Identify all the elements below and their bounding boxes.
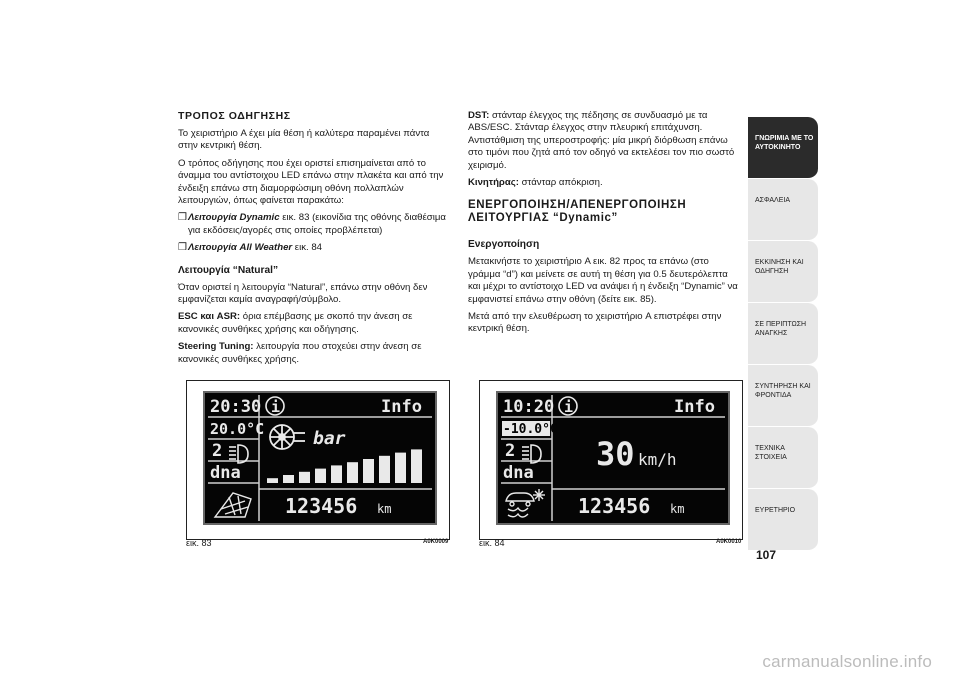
bullet-label: Λειτουργία All Weather — [188, 242, 293, 254]
gear-readout: 2 — [212, 441, 223, 461]
boost-bar-graph — [267, 449, 422, 483]
dst-label: DST: — [468, 110, 490, 121]
boost-bar — [395, 453, 406, 483]
svg-text:i: i — [564, 398, 574, 416]
figure-83-code: A0K0009 — [423, 539, 449, 545]
intro-paragraph: Το χειριστήριο A έχει μία θέση ή καλύτερα παραμένει πάντα στην κεντρική θέση. — [178, 128, 430, 152]
sidebar-tab-technical-data[interactable] — [748, 427, 818, 489]
steering-label: Steering Tuning: — [178, 341, 254, 353]
dst-text: στάνταρ έλεγχος της πέδησης σε συνδυασμό με τα ABS/ESC. Στάνταρ έλεγχος στην πλευρική επιτάχυνση. Αντιστάθμιση της υπεροστροφής: μία μικρή διόρθωση επάνω στο τιμόνι που ζητά από τον οδηγό να εκτελέσει τον πιο σωστό χειρισμό. — [468, 110, 735, 171]
engine-paragraph — [468, 177, 738, 189]
display-svg — [498, 393, 728, 523]
activation-paragraph-2: Μετά από την ελευθέρωση το χειριστήριο A επιστρέφει στην κεντρική θέση. — [468, 311, 722, 335]
esc-paragraph — [178, 311, 448, 336]
esc-text: όρια επέμβασης με σκοπό την άνεση σε κανονικές συνθήκες χρήσης και οδήγησης. — [178, 311, 413, 335]
temperature-readout: 20.0°C — [210, 420, 265, 438]
sidebar-tab-label: ΓΝΩΡΙΜΙΑ ΜΕ ΤΟ ΑΥΤΟΚΙΝΗΤΟ — [755, 135, 814, 151]
engine-label: Κινητήρας: — [468, 177, 519, 189]
boost-bar — [347, 462, 358, 483]
activation-heading: Ενεργοποίηση — [468, 239, 540, 251]
esc-label: ESC και ASR: — [178, 311, 241, 323]
all-weather-icon — [506, 489, 545, 517]
steering-text: λειτουργία που στοχεύει στην άνεση σε κανονικές συνθήκες χρήσης. — [178, 341, 422, 365]
odometer-unit: km — [377, 502, 392, 516]
right-column — [468, 110, 738, 341]
page-number: 107 — [756, 548, 777, 562]
boost-bar — [299, 472, 310, 483]
bullet-marker: ❒ — [178, 212, 187, 224]
steering-paragraph — [178, 341, 448, 366]
natural-heading: Λειτουργία “Natural” — [178, 264, 279, 276]
sidebar-tab-starting-driving[interactable] — [748, 241, 818, 303]
figure-84 — [479, 380, 743, 540]
sidebar-tab-know-your-car[interactable] — [748, 117, 818, 179]
boost-bar — [411, 449, 422, 483]
boost-bar — [331, 465, 342, 483]
time-readout: 20:30 — [210, 397, 262, 417]
figure-83-caption: εικ. 83 — [186, 538, 212, 548]
dst-paragraph — [468, 110, 738, 172]
sidebar-tab-label: ΣΥΝΤΗΡΗΣΗ ΚΑΙ ΦΡΟΝΤΙΔΑ — [755, 383, 811, 399]
boost-bar — [267, 478, 278, 483]
bullet-dynamic — [178, 212, 448, 237]
time-readout: 10:20 — [503, 397, 555, 417]
figure-83 — [186, 380, 450, 540]
sidebar-tab-label: ΣΕ ΠΕΡΙΠΤΩΣΗ ΑΝΑΓΚΗΣ — [755, 321, 807, 337]
sidebar-tab-emergency[interactable] — [748, 303, 818, 365]
boost-bar — [315, 469, 326, 483]
sidebar-tab-maintenance[interactable] — [748, 365, 818, 427]
boost-unit-label: bar — [313, 428, 346, 449]
info-label: Info — [381, 397, 422, 417]
watermark: carmanualsonline.info — [762, 652, 932, 671]
svg-text:i: i — [271, 398, 281, 416]
sidebar-tab-safety[interactable] — [748, 179, 818, 241]
sidebar-tab-index[interactable] — [748, 489, 818, 551]
sidebar-tab-label: ΤΕΧΝΙΚΑ ΣΤΟΙΧΕΙΑ — [755, 445, 787, 461]
dynamic-mode-icon — [215, 493, 251, 517]
temperature-readout: -10.0°C — [503, 422, 558, 437]
dna-label: dna — [503, 463, 534, 483]
odometer-readout: 123456 — [578, 494, 651, 518]
figure-84-code: A0K0010 — [716, 539, 742, 545]
boost-bar — [379, 456, 390, 483]
chapter-sidebar — [748, 117, 818, 551]
sidebar-tab-label: ΕΥΡΕΤΗΡΙΟ — [755, 507, 796, 514]
bullet-marker: ❒ — [178, 242, 187, 254]
left-column — [178, 110, 448, 371]
odometer-readout: 123456 — [285, 494, 358, 518]
boost-bar — [363, 459, 374, 483]
natural-paragraph: Όταν οριστεί η λειτουργία “Natural”, επάνω στην οθόνη δεν εμφανίζεται καμία αναγραφή/σύμβολο. — [178, 281, 428, 306]
bullet-label: Λειτουργία Dynamic — [188, 212, 280, 224]
section-title-driving-mode: ΤΡΟΠΟΣ ΟΔΗΓΗΣΗΣ — [178, 110, 291, 122]
sidebar-tab-label: ΕΚΚΙΝΗΣΗ ΚΑΙ ΟΔΗΓΗΣΗ — [755, 259, 804, 275]
speed-unit: km/h — [638, 450, 677, 469]
section-title-activation: ΕΝΕΡΓΟΠΟΙΗΣΗ/ΑΠΕΝΕΡΓΟΠΟΙΗΣΗ ΛΕΙΤΟΥΡΓΙΑΣ “Dynamic” — [468, 199, 687, 225]
turbo-icon — [270, 425, 305, 449]
speed-readout: 30 — [596, 435, 635, 473]
bullet-all-weather — [178, 242, 448, 254]
display-screen — [496, 391, 730, 525]
display-screen — [203, 391, 437, 525]
engine-text: στάνταρ απόκριση. — [518, 177, 603, 189]
odometer-unit: km — [670, 502, 685, 516]
mode-indication-paragraph: Ο τρόπος οδήγησης που έχει οριστεί επισημαίνεται από το άναμμα του αντίστοιχου LED επάνω στην πλακέτα και από την ένδειξη επάνω στη διαμορφώσιμη οθόνη πολλαπλών λειτουργιών, όπως φαίνεται παρακάτω: — [178, 157, 444, 207]
figure-84-caption: εικ. 84 — [479, 538, 505, 548]
activation-paragraph-1: Μετακινήστε το χειριστήριο A εικ. 82 προς τα επάνω (στο γράμμα “d”) και μείνετε σε αυτή τη θέση για 0.5 δευτερόλεπτα και μέχρι το αντίστοιχο LED να ανάψει ή η ένδειξη “Dynamic” να εμφανιστεί επάνω στην οθόνη (δείτε εικ. 85). — [468, 256, 738, 305]
display-svg — [205, 393, 435, 523]
sidebar-tab-label: ΑΣΦΑΛΕΙΑ — [755, 197, 791, 204]
dna-label: dna — [210, 463, 241, 483]
bullet-text: εικ. 84 — [292, 242, 323, 254]
info-label: Info — [674, 397, 715, 417]
boost-bar — [283, 475, 294, 483]
bullet-text: εικ. 83 (εικονίδια της οθόνης διαθέσιμα για εκδόσεις/αγορές στις οποίες προβλέπεται) — [188, 212, 446, 236]
gear-readout: 2 — [505, 441, 516, 461]
